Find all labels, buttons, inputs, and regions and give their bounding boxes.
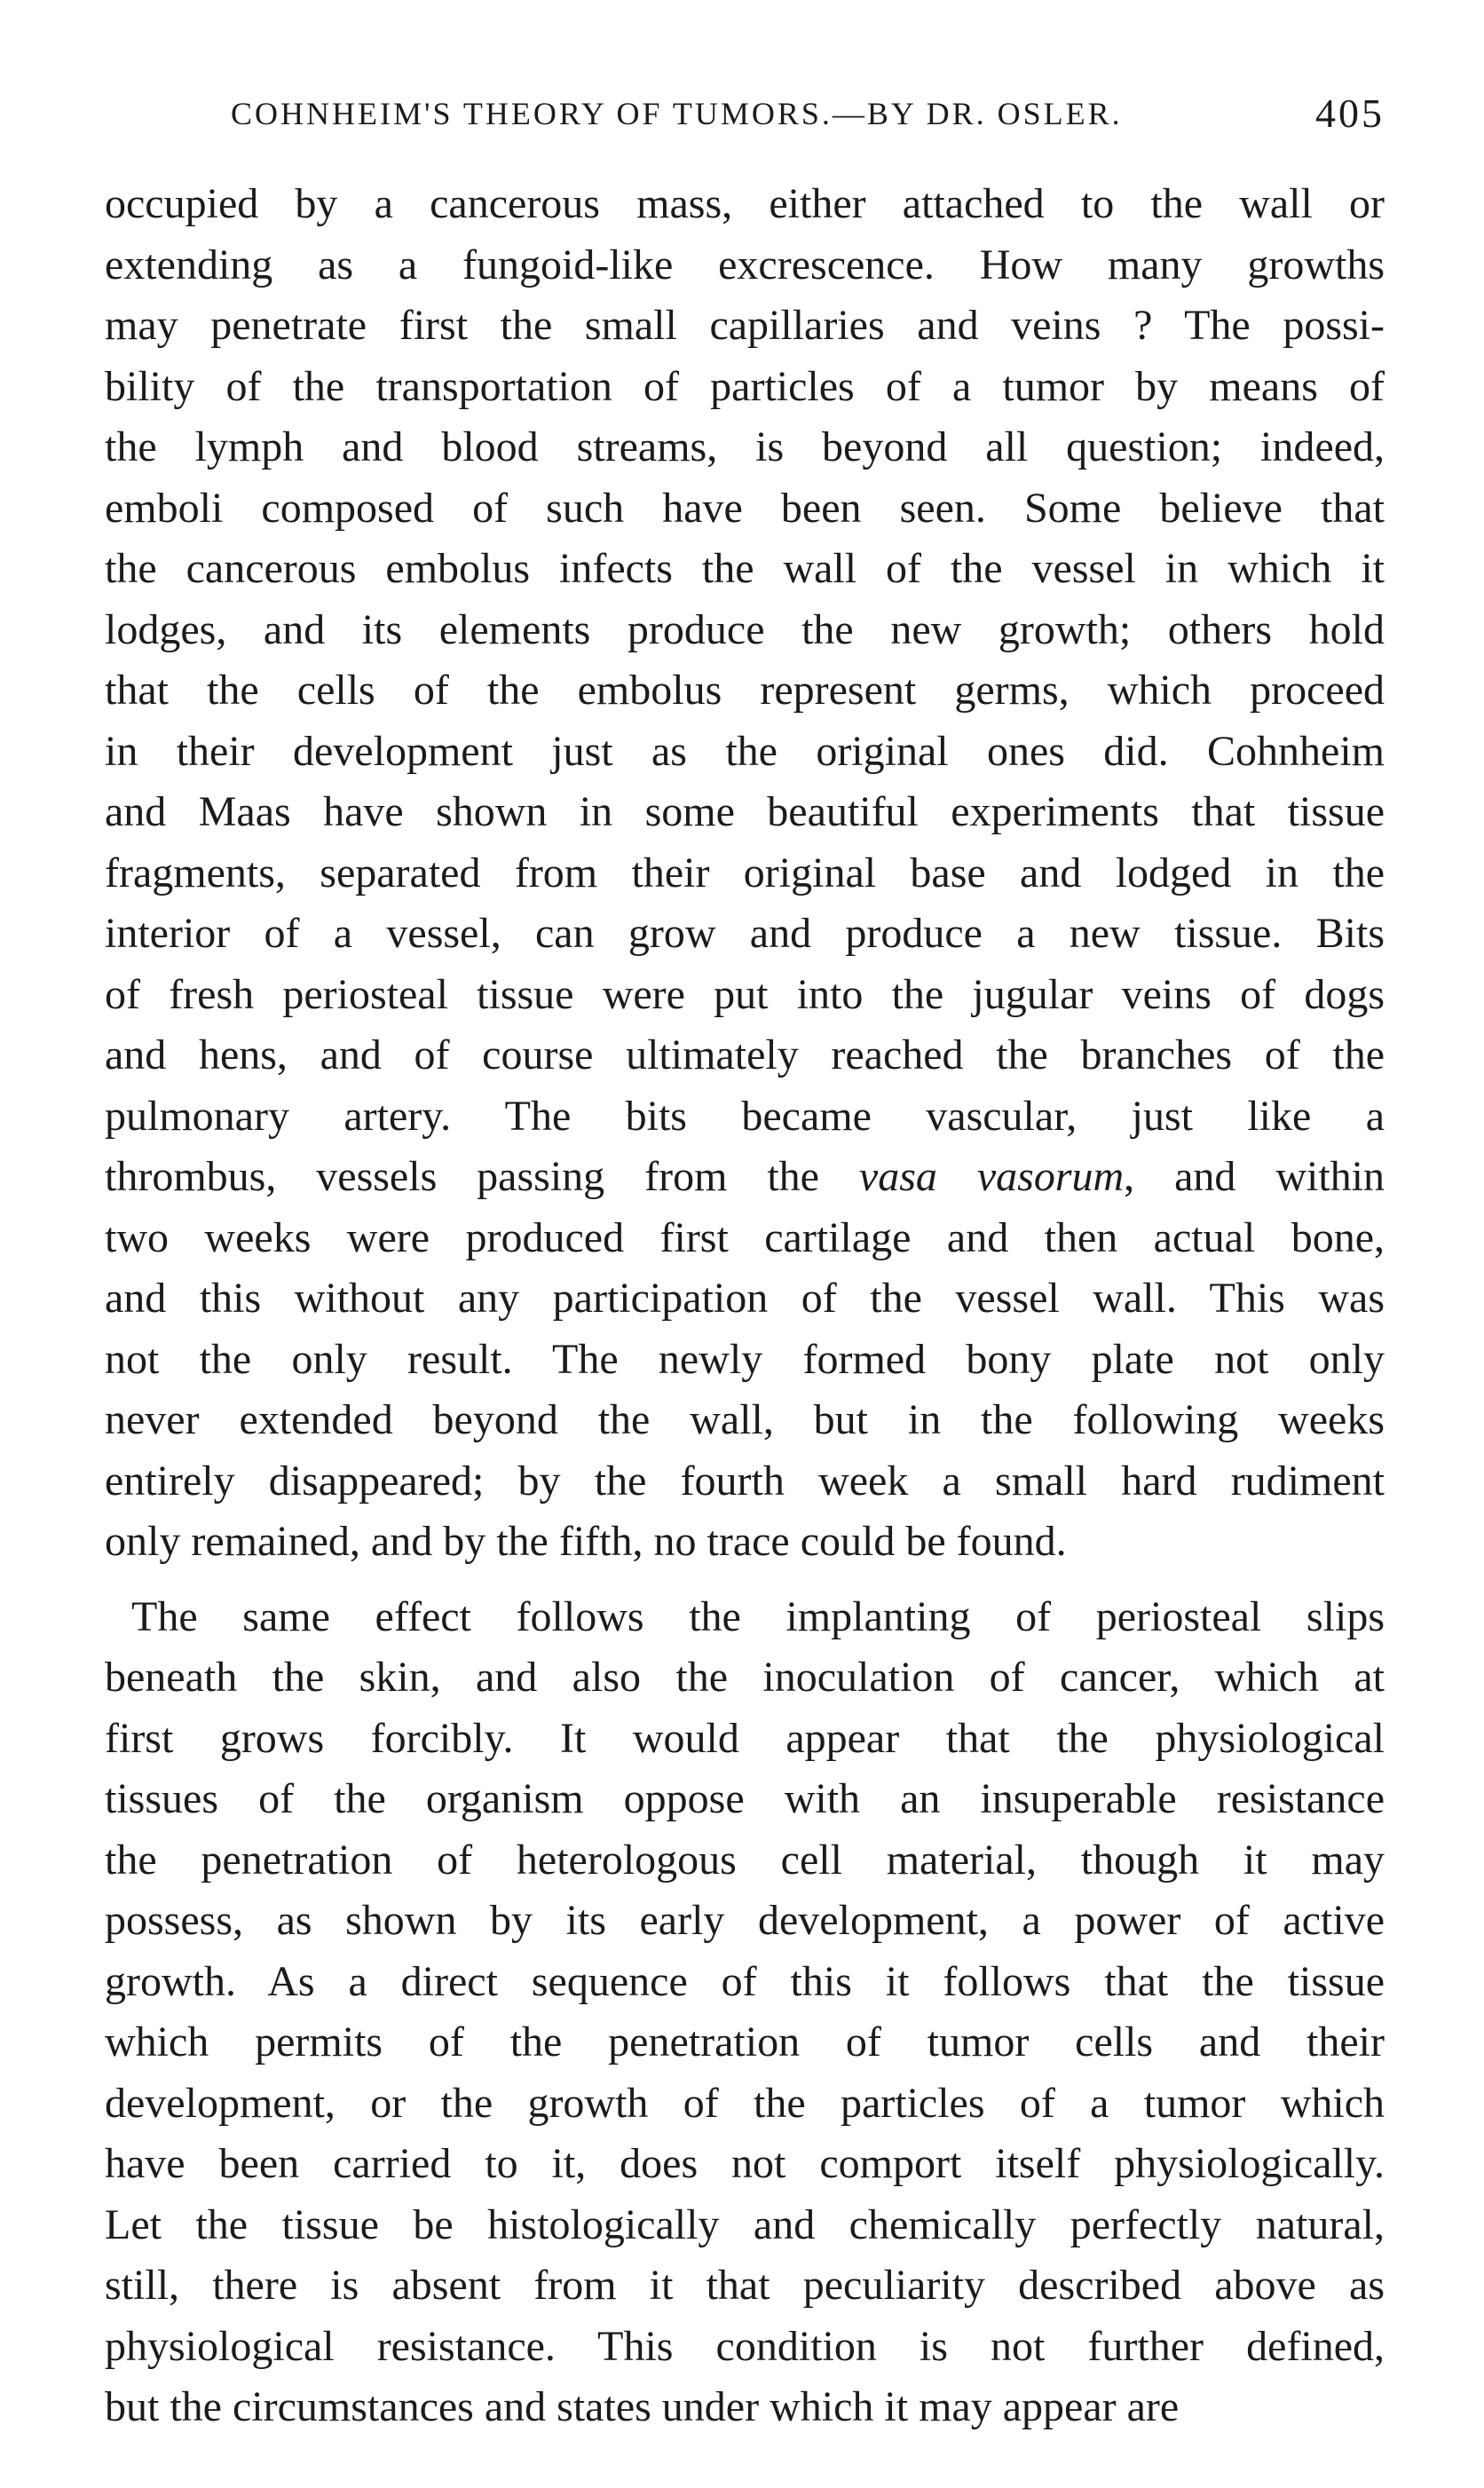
text-line: bility of the transportation of particles of a tumor by means of [105,362,1385,410]
paragraph-gap [105,1573,1385,1587]
text-line: growth. As a direct sequence of this it follows that the tissue [105,1957,1385,2005]
text-line: of fresh periosteal tissue were put into the jugular veins of dogs [105,970,1385,1018]
text-line: the lymph and blood streams, is beyond all question; indeed, [105,423,1385,470]
text-line: that the cells of the embolus represent germs, which proceed [105,667,1385,714]
text-line: entirely disappeared; by the fourth week a small hard rudiment [105,1457,1385,1505]
page-number: 405 [1315,91,1385,136]
text-line: only remained, and by the fifth, no trace could be found. [105,1518,1067,1565]
running-header [107,78,1385,149]
text-line: possess, as shown by its early development, a power of active [105,1897,1385,1944]
text-line: the cancerous embolus infects the wall of the vessel in which it [105,545,1385,592]
text-line: never extended beyond the wall, but in the following weeks [105,1396,1385,1443]
text-line: in their development just as the original ones did. Cohnheim [105,727,1385,775]
text-line: but the circumstances and states under which it may appear are [105,2383,1180,2430]
text-line: physiological resistance. This condition is not further defined, [105,2322,1385,2370]
text-line: interior of a vessel, can grow and produce a new tissue. Bits [105,910,1385,957]
text-line: have been carried to it, does not comport itself physiologically. [105,2140,1385,2187]
italic-term: vasa vasorum [858,1153,1125,1200]
text-line: extending as a fungoid-like excrescence. How many growths [105,241,1385,288]
text-line: and Maas have shown in some beautiful experiments that tissue [105,788,1385,835]
text-line: still, there is absent from it that peculiarity described above as [105,2262,1385,2309]
text-line: and hens, and of course ultimately reached the branches of the [105,1031,1385,1078]
paragraph [105,1587,1385,2438]
text-line: occupied by a cancerous mass, either attached to the wall or [105,180,1385,227]
text-line: first grows forcibly. It would appear that the physiological [105,1714,1385,1762]
text-line: may penetrate first the small capillaries and veins ? The possi- [105,302,1385,349]
text-line: lodges, and its elements produce the new growth; others hold [105,605,1385,653]
text-line: Let the tissue be histologically and chemically perfectly natural, [105,2200,1385,2248]
text-line: the penetration of heterologous cell material, though it may [105,1836,1385,1884]
text-line: emboli composed of such have been seen. Some believe that [105,484,1385,532]
text-line: development, or the growth of the particles of a tumor which [105,2079,1385,2127]
running-title: COHNHEIM'S THEORY OF TUMORS.—BY DR. OSLER. [231,96,1123,131]
text-line: tissues of the organism oppose with an insuperable resistance [105,1775,1385,1822]
paragraph [105,174,1385,1573]
text-line: two weeks were produced first cartilage and then actual bone, [105,1213,1385,1261]
text-line: The same effect follows the implanting of periosteal slips [131,1592,1385,1640]
text-line: not the only result. The newly formed bony plate not only [105,1335,1385,1383]
text-line: fragments, separated from their original base and lodged in the [105,849,1385,896]
text-line: and this without any participation of the vessel wall. This was [105,1275,1385,1322]
text-line: pulmonary artery. The bits became vascular, just like a [105,1092,1385,1140]
body-text [105,174,1385,2438]
text-line: thrombus, vessels passing from the vasa vasorum, and within [105,1153,1385,1200]
text-line: which permits of the penetration of tumor cells and their [105,2018,1385,2065]
text-line: beneath the skin, and also the inoculation of cancer, which at [105,1654,1385,1701]
